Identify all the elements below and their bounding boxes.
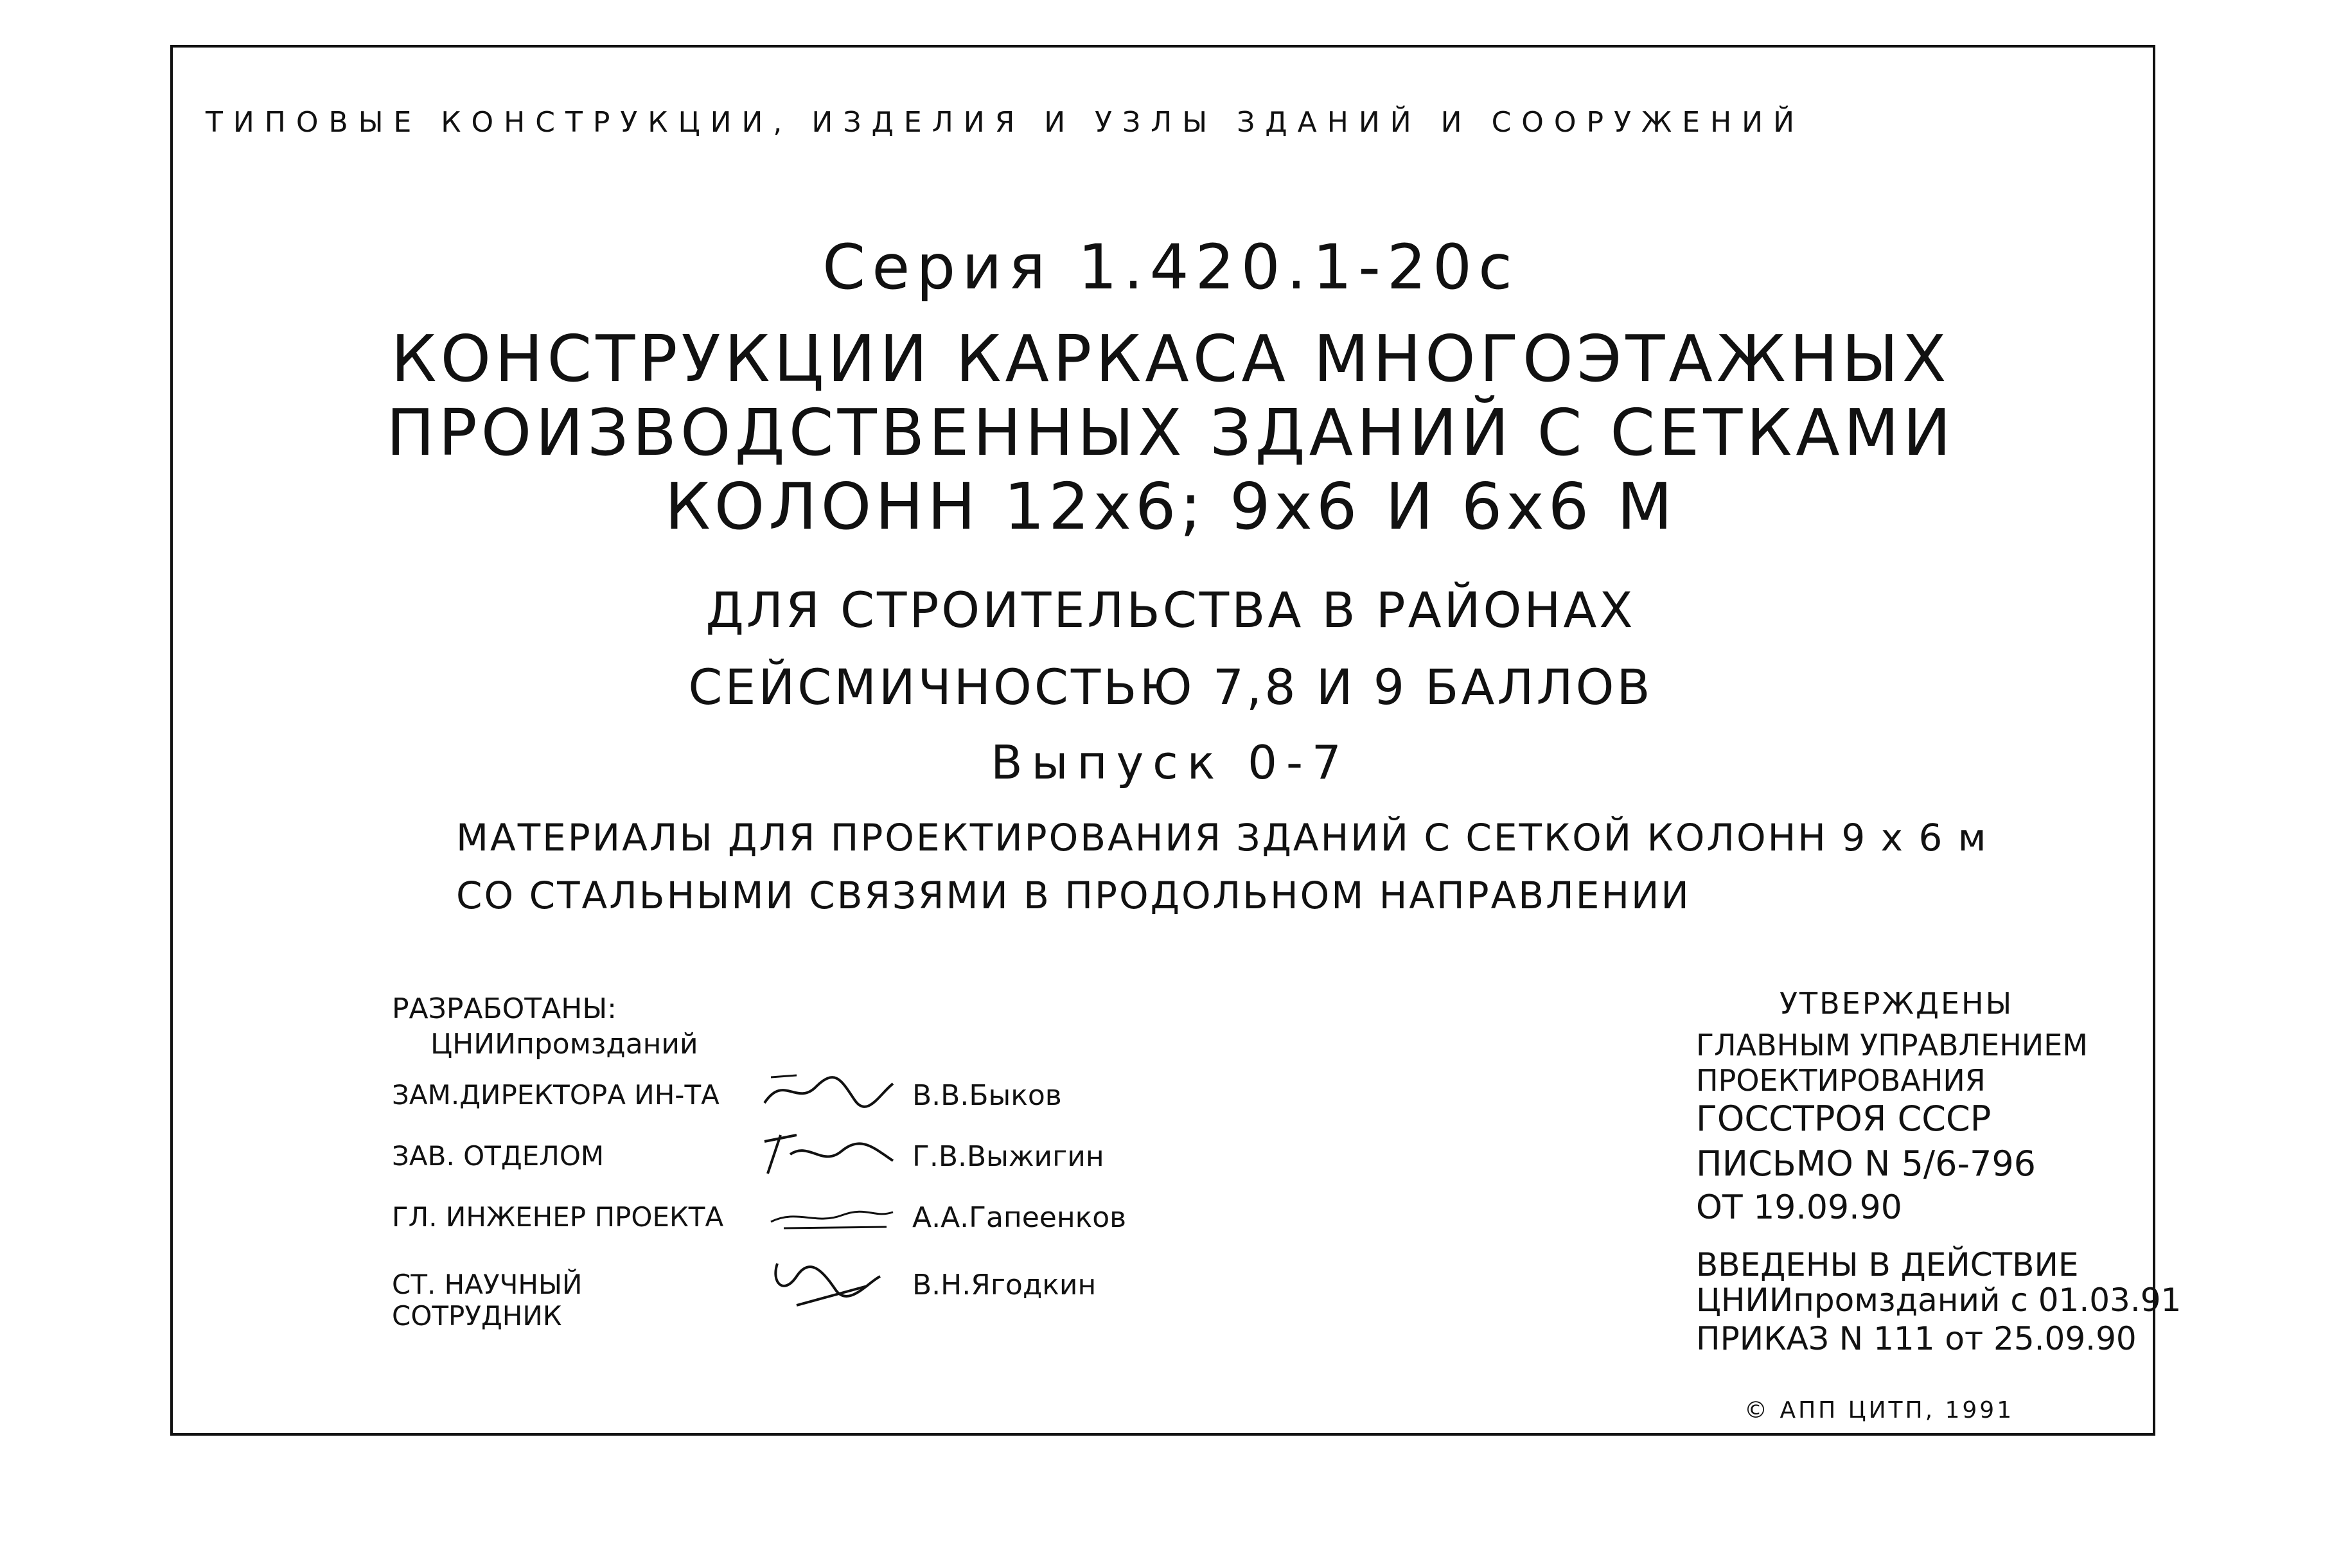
title-line-3: КОЛОНН 12х6; 9х6 И 6х6 М [664, 469, 1677, 544]
subtitle-line-1: ДЛЯ СТРОИТЕЛЬСТВА В РАЙОНАХ [705, 581, 1636, 639]
developer-role: ЗАВ. ОТДЕЛОМ [392, 1140, 605, 1172]
approved-line-1: ГЛАВНЫМ УПРАВЛЕНИЕМ [1696, 1028, 2088, 1062]
title-line-1: КОНСТРУКЦИИ КАРКАСА МНОГОЭТАЖНЫХ [391, 321, 1950, 396]
developer-row [392, 1269, 1097, 1332]
subtitle-line-2: СЕЙСМИЧНОСТЬЮ 7,8 И 9 БАЛЛОВ [688, 658, 1653, 716]
developer-row [392, 1201, 1127, 1234]
developer-organization: ЦНИИпромзданий [430, 1028, 698, 1061]
signature-mark [758, 1190, 899, 1241]
developer-row [392, 1079, 1062, 1112]
signature-mark [758, 1068, 899, 1119]
developer-name: В.В.Быков [912, 1079, 1062, 1112]
approved-letter: ПИСЬМО N 5/6-796 [1696, 1143, 2036, 1184]
signature-mark [758, 1129, 899, 1180]
enacted-order: ПРИКАЗ N 111 от 25.09.90 [1696, 1320, 2137, 1357]
approved-line-3: ГОССТРОЯ СССР [1696, 1098, 1992, 1139]
copyright-notice: © АПП ЦИТП, 1991 [1744, 1397, 2015, 1423]
developer-name: А.А.Гапеенков [912, 1201, 1127, 1234]
developer-role: СТ. НАУЧНЫЙ СОТРУДНИК [392, 1269, 583, 1332]
enacted-line-2: ЦНИИпромзданий с 01.03.91 [1696, 1282, 2182, 1319]
signature-mark [758, 1257, 899, 1308]
developer-role: ЗАМ.ДИРЕКТОРА ИН-ТА [392, 1079, 720, 1111]
approved-heading: УТВЕРЖДЕНЫ [1780, 986, 2014, 1021]
approved-date: ОТ 19.09.90 [1696, 1188, 1902, 1227]
issue-number: Выпуск 0-7 [991, 736, 1350, 789]
materials-line-2: СО СТАЛЬНЫМИ СВЯЗЯМИ В ПРОДОЛЬНОМ НАПРАВЛЕНИИ [456, 874, 1691, 917]
materials-line-1: МАТЕРИАЛЫ ДЛЯ ПРОЕКТИРОВАНИЯ ЗДАНИЙ С СЕТКОЙ КОЛОНН 9 х 6 м [456, 816, 1988, 859]
developer-name: Г.В.Выжигин [912, 1140, 1104, 1173]
developer-row [392, 1140, 1104, 1173]
developed-label: РАЗРАБОТАНЫ: [392, 992, 617, 1025]
developer-role: ГЛ. ИНЖЕНЕР ПРОЕКТА [392, 1201, 724, 1233]
approved-line-2: ПРОЕКТИРОВАНИЯ [1696, 1063, 1986, 1098]
title-line-2: ПРОИЗВОДСТВЕННЫХ ЗДАНИЙ С СЕТКАМИ [386, 395, 1955, 470]
enacted-line-1: ВВЕДЕНЫ В ДЕЙСТВИЕ [1696, 1246, 2079, 1283]
header-line: ТИПОВЫЕ КОНСТРУКЦИИ, ИЗДЕЛИЯ И УЗЛЫ ЗДАНИЙ И СООРУЖЕНИЙ [206, 106, 1805, 139]
series-number: Серия 1.420.1-20с [822, 231, 1519, 303]
developer-name: В.Н.Ягодкин [912, 1269, 1097, 1301]
